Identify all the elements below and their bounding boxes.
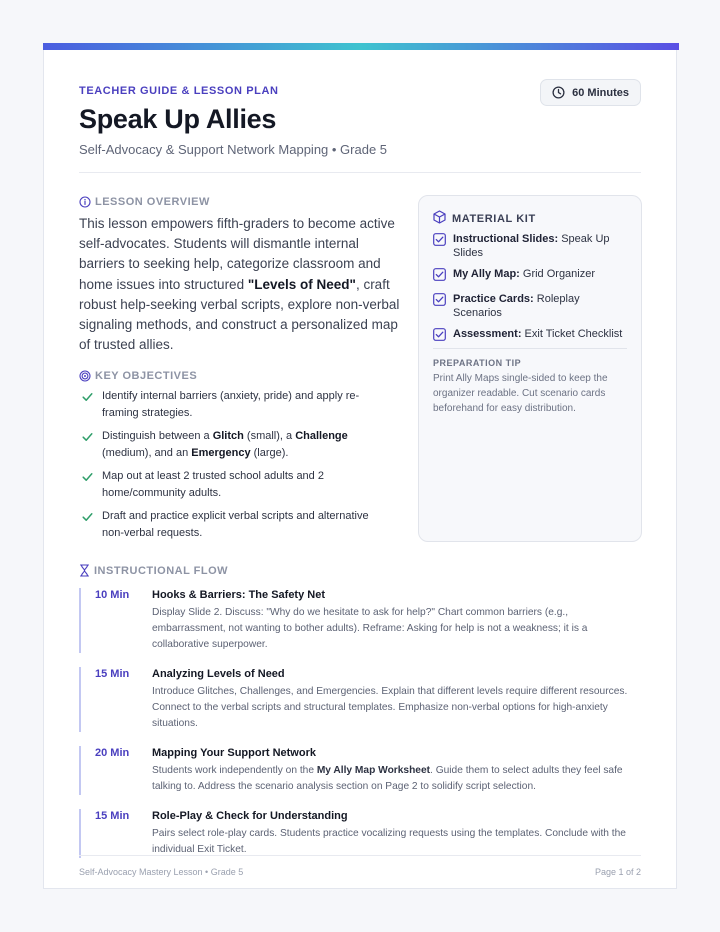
tip-label: PREPARATION TIP <box>433 358 522 368</box>
duration-text: 60 Minutes <box>572 86 629 99</box>
header-divider <box>79 172 641 173</box>
objectives-list <box>82 388 382 548</box>
kit-item-label: Assessment: <box>453 328 522 340</box>
kit-item-value: Speak Up Slides <box>453 233 610 259</box>
flow-step-time: 15 Min <box>95 668 130 680</box>
flow-step-body <box>152 809 644 858</box>
kit-divider <box>433 348 627 349</box>
objective-term-glitch: Glitch <box>212 430 244 442</box>
kit-item <box>433 327 629 345</box>
flow-step-body <box>152 746 644 795</box>
overview-text-emphasis: "Levels of Need" <box>247 276 356 292</box>
checkbox-icon <box>433 268 446 285</box>
overview-heading <box>79 196 210 208</box>
flow-heading-text: INSTRUCTIONAL FLOW <box>94 564 229 577</box>
footer-divider <box>79 855 641 856</box>
flow-step-title: Hooks & Barriers: The Safety Net <box>152 589 325 601</box>
worksheet-name: My Ally Map Worksheet <box>316 765 431 776</box>
flow-desc-part: Students work independently on the <box>152 765 317 776</box>
kit-item-text <box>453 327 622 345</box>
objective-text: Draft and practice explicit verbal scripts and alternative non-verbal requests. <box>102 510 369 539</box>
objective-item <box>82 508 382 542</box>
objective-text-part: (medium), and an <box>102 447 192 459</box>
eyebrow-label: TEACHER GUIDE & LESSON PLAN <box>79 85 279 97</box>
kit-list <box>433 232 629 352</box>
flow-step-time: 10 Min <box>95 589 130 601</box>
kit-item <box>433 267 629 285</box>
duration-badge <box>540 79 641 106</box>
flow-step-time: 15 Min <box>95 810 130 822</box>
kit-item <box>433 292 629 320</box>
overview-paragraph <box>79 214 404 355</box>
flow-heading <box>79 564 228 577</box>
objective-item <box>82 468 382 502</box>
flow-step-desc: Display Slide 2. Discuss: "Why do we hesitate to ask for help?" Chart common barriers (e.g., embarrassment, not wanting to bother adults). Reframe: Asking for help is not a weakness; it is a collaborative superpower. <box>152 607 588 650</box>
hourglass-icon <box>79 564 90 577</box>
check-icon <box>82 471 94 502</box>
kit-item-text <box>453 267 595 285</box>
material-kit-card <box>418 195 642 542</box>
overview-text-tail: , craft robust help-seeking verbal scripts, explore non-verbal signaling methods, and construct a personalized map of trusted allies. <box>79 276 400 353</box>
flow-step <box>79 588 644 653</box>
kit-heading-text: MATERIAL KIT <box>452 212 536 225</box>
flow-step-title: Mapping Your Support Network <box>152 747 316 759</box>
overview-heading-text: LESSON OVERVIEW <box>95 196 210 208</box>
cube-icon <box>433 210 446 227</box>
objective-term-emergency: Emergency <box>191 447 251 459</box>
objectives-heading-text: KEY OBJECTIVES <box>95 370 198 382</box>
page-title: Speak Up Allies <box>79 104 277 134</box>
kit-item <box>433 232 629 260</box>
objective-term-challenge: Challenge <box>295 430 348 442</box>
flow-step-desc: Pairs select role-play cards. Students practice vocalizing requests using the templates. Conclude with the individual Exit Ticket. <box>152 828 626 855</box>
kit-item-value: Exit Ticket Checklist <box>521 328 623 340</box>
kit-item-value: Roleplay Scenarios <box>453 293 580 319</box>
tip-text: Print Ally Maps single-sided to keep the organizer readable. Cut scenario cards beforehand for easy distribution. <box>433 373 608 414</box>
kit-heading <box>433 210 536 227</box>
kit-item-text <box>453 292 629 320</box>
page-subtitle: Self-Advocacy & Support Network Mapping • Grade 5 <box>79 142 388 157</box>
checkbox-icon <box>433 328 446 345</box>
flow-step <box>79 746 644 795</box>
kit-item-label: Practice Cards: <box>453 293 534 305</box>
flow-timeline <box>79 588 644 872</box>
checkbox-icon <box>433 293 446 320</box>
objective-text <box>102 428 382 462</box>
check-icon <box>82 511 94 542</box>
flow-step-desc: Introduce Glitches, Challenges, and Emergencies. Explain that different levels require different resources. Connect to the verbal scripts and structural templates. Emphasize non-verbal options for high-anxiety situations. <box>152 686 628 729</box>
check-icon <box>82 391 94 422</box>
objective-text-part: (small), a <box>243 430 296 442</box>
objective-item <box>82 428 382 462</box>
objective-text-part: Distinguish between a <box>102 430 213 442</box>
objective-text: Identify internal barriers (anxiety, pride) and apply re-framing strategies. <box>102 390 360 419</box>
flow-step <box>79 809 644 858</box>
flow-desc-part: . Guide them to select adults they feel safe talking to. Address the scenario analysis section on Page 2 to solidify script selection. <box>152 765 623 792</box>
kit-item-label: Instructional Slides: <box>453 233 559 245</box>
objective-item <box>82 388 382 422</box>
overview-text-lead: This lesson empowers fifth-graders to become active self-advocates. Students will dismantle internal barriers to seeking help, categorize classroom and home issues into structured <box>79 216 395 292</box>
kit-item-text <box>453 232 629 260</box>
clock-icon <box>552 86 565 99</box>
flow-step-desc <box>152 763 644 795</box>
flow-step-body <box>152 588 644 653</box>
footer-page-number: Page 1 of 2 <box>594 867 641 877</box>
flow-step-body <box>152 667 644 732</box>
accent-bar <box>43 43 679 50</box>
flow-step-title: Role-Play & Check for Understanding <box>152 810 348 822</box>
kit-item-value: Grid Organizer <box>519 268 596 280</box>
info-icon <box>79 196 91 208</box>
target-icon <box>79 370 91 382</box>
lesson-plan-page <box>43 43 677 889</box>
flow-step-title: Analyzing Levels of Need <box>152 668 285 680</box>
flow-step <box>79 667 644 732</box>
objective-text-part: (large). <box>250 447 289 459</box>
check-icon <box>82 431 94 462</box>
kit-item-label: My Ally Map: <box>453 268 520 280</box>
objective-text: Map out at least 2 trusted school adults and 2 home/community adults. <box>102 470 324 499</box>
objectives-heading <box>79 370 197 382</box>
flow-step-time: 20 Min <box>95 747 130 759</box>
footer-course: Self-Advocacy Mastery Lesson • Grade 5 <box>79 867 244 877</box>
checkbox-icon <box>433 233 446 260</box>
